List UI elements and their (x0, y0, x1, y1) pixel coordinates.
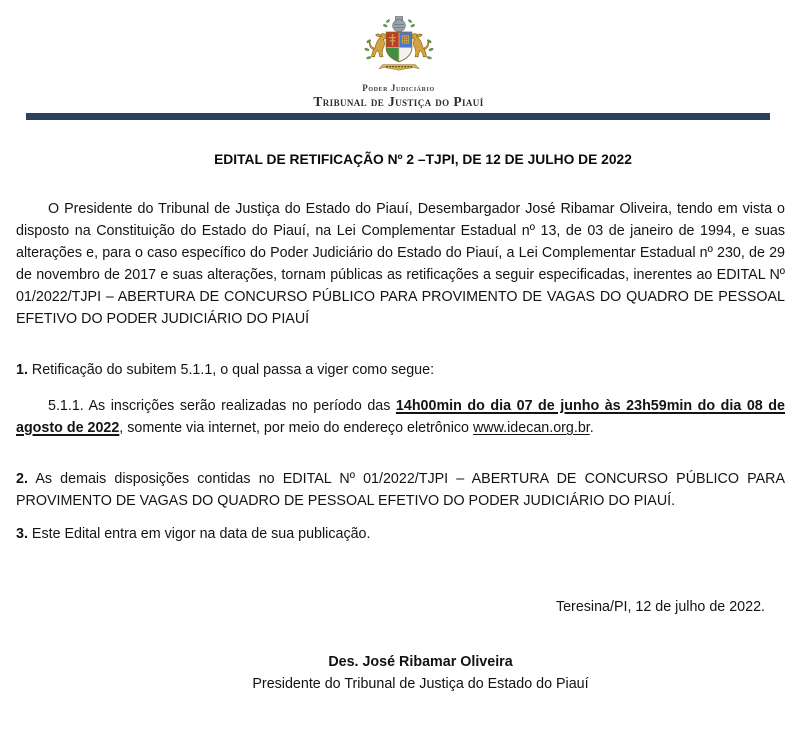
item-3-number: 3. (16, 526, 28, 542)
item-1-text: Retificação do subitem 5.1.1, o qual passa a viger como segue: (27, 362, 435, 378)
subitem-511-period-highlight: 14h00min do dia 07 de junho às 23h59min do dia 08 de agosto de 2022 (16, 398, 785, 436)
place-date-line: Teresina/PI, 12 de julho de 2022. (555, 599, 765, 615)
helmet (392, 17, 405, 32)
signer-role: Presidente do Tribunal de Justiça do Estado do Piauí (252, 676, 589, 692)
letterhead-court-name: Tribunal de Justiça do Piauí (313, 94, 484, 109)
registration-url-link[interactable]: www.idecan.org.br (472, 420, 590, 436)
subitem-511-prefix: 5.1.1. As inscrições serão realizadas no período das (48, 398, 396, 414)
item-3-paragraph (16, 523, 785, 545)
letterhead-branch: Poder Judiciário (362, 83, 435, 93)
item-3-text: Este Edital entra em vigor na data de sua publicação. (27, 526, 371, 542)
item-1-paragraph (16, 359, 785, 381)
letterhead (0, 0, 797, 109)
subitem-511-suffix: . (589, 420, 594, 436)
item-2-number: 2. (16, 471, 28, 487)
tjpi-coat-of-arms-icon (351, 11, 447, 77)
preamble-paragraph: O Presidente do Tribunal de Justiça do Estado do Piauí, Desembargador José Ribamar Oliveira, tendo em vista o disposto na Constituição do Estado do Piauí, na Lei Complementar Estadual nº 13, de 03 de janeiro de 1994, e suas alterações e, para o caso específico do Poder Judiciário do Estado do Piauí, a Lei Complementar Estadual nº 230, de 29 de novembro de 2017 e suas alterações, tornam públicas as retificações a seguir especificadas, inerentes ao EDITAL Nº 01/2022/TJPI – ABERTURA DE CONCURSO PÚBLICO PARA PROVIMENTO DE VAGAS DO QUADRO DE PESSOAL EFETIVO DO PODER JUDICIÁRIO DO PIAUÍ (16, 201, 785, 327)
item-2-text: As demais disposições contidas no EDITAL Nº 01/2022/TJPI – ABERTURA DE CONCURSO PÚBLICO PARA PROVIMENTO DE VAGAS DO QUADRO DE PESSOAL EFETIVO DO PODER JUDICIÁRIO DO PIAUÍ. (16, 471, 785, 509)
document-body (0, 151, 797, 695)
subitem-511-paragraph (16, 395, 785, 439)
subitem-511-middle: , somente via internet, por meio do endereço eletrônico (119, 420, 473, 436)
header-divider-rule (26, 113, 770, 120)
shield (386, 32, 412, 62)
signer-name: Des. José Ribamar Oliveira (328, 654, 513, 670)
item-2-paragraph (16, 468, 785, 512)
item-1-number: 1. (16, 362, 28, 378)
motto-ribbon (378, 65, 418, 71)
document-title: EDITAL DE RETIFICAÇÃO Nº 2 –TJPI, DE 12 DE JULHO DE 2022 (214, 152, 632, 167)
signature-block (56, 651, 785, 695)
